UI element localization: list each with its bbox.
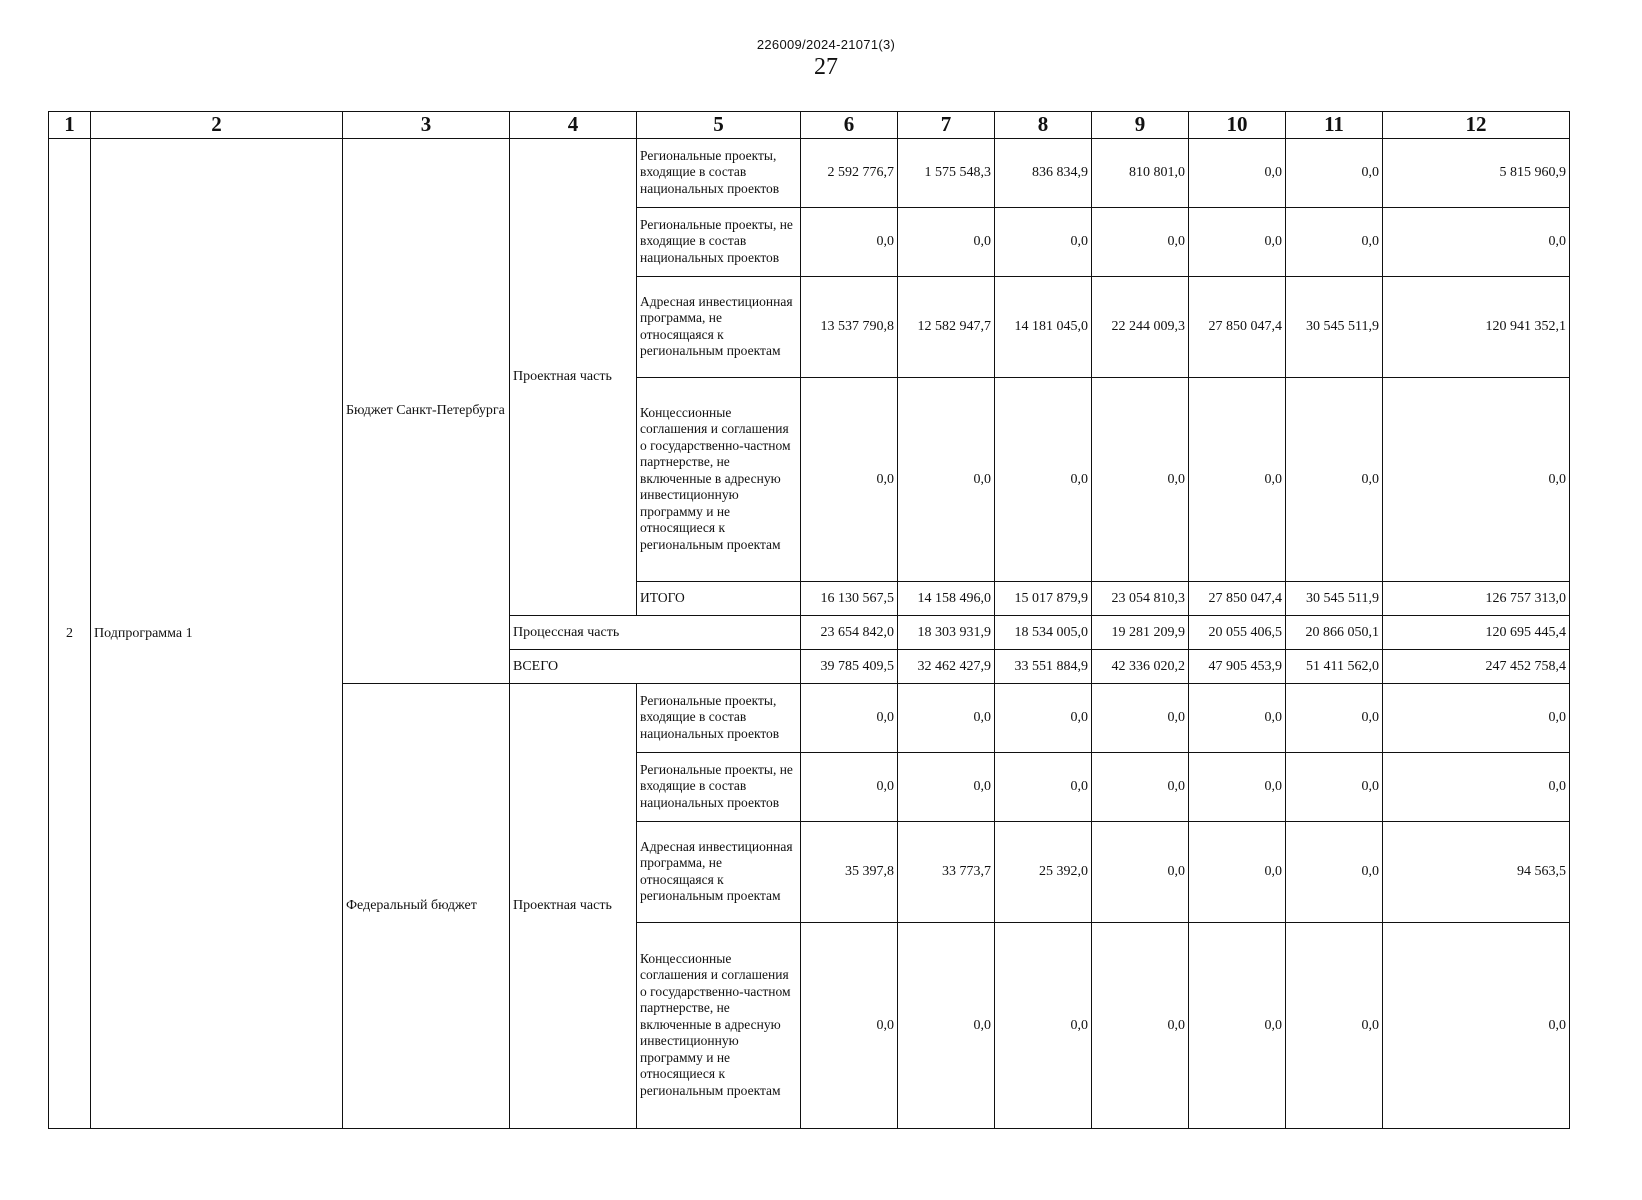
- value-cell: 0,0: [1189, 922, 1286, 1128]
- column-header: 1: [49, 112, 91, 139]
- document-number: 226009/2024-21071(3): [756, 37, 896, 52]
- value-cell: 0,0: [1189, 752, 1286, 821]
- value-cell: 47 905 453,9: [1189, 649, 1286, 683]
- page-number: 27: [814, 54, 838, 80]
- value-cell: 2 592 776,7: [801, 138, 898, 207]
- value-cell: 25 392,0: [995, 821, 1092, 922]
- column-header: 7: [898, 112, 995, 139]
- value-cell: 19 281 209,9: [1092, 615, 1189, 649]
- value-cell: 30 545 511,9: [1286, 581, 1383, 615]
- row-label: Региональные проекты, входящие в состав национальных проектов: [637, 683, 801, 752]
- value-cell: 0,0: [801, 207, 898, 276]
- row-label: Региональные проекты, входящие в состав национальных проектов: [637, 138, 801, 207]
- row-label: Адресная инвестиционная программа, не относящаяся к региональным проектам: [637, 821, 801, 922]
- value-cell: 35 397,8: [801, 821, 898, 922]
- value-cell: 5 815 960,9: [1383, 138, 1570, 207]
- funding-source: Бюджет Санкт-Петербурга: [343, 138, 510, 683]
- value-cell: 22 244 009,3: [1092, 276, 1189, 377]
- value-cell: 12 582 947,7: [898, 276, 995, 377]
- value-cell: 0,0: [995, 683, 1092, 752]
- budget-table: [48, 111, 1570, 1129]
- value-cell: 810 801,0: [1092, 138, 1189, 207]
- value-cell: 120 695 445,4: [1383, 615, 1570, 649]
- value-cell: 94 563,5: [1383, 821, 1570, 922]
- funding-source: Федеральный бюджет: [343, 683, 510, 1128]
- value-cell: 27 850 047,4: [1189, 276, 1286, 377]
- value-cell: 0,0: [1286, 207, 1383, 276]
- value-cell: 0,0: [1189, 683, 1286, 752]
- row-label: Концессионные соглашения и соглашения о государственно-частном партнерстве, не включенные в адресную инвестиционную программу и не относящиеся к региональным проектам: [637, 377, 801, 581]
- value-cell: 0,0: [1286, 138, 1383, 207]
- row-label: Концессионные соглашения и соглашения о государственно-частном партнерстве, не включенные в адресную инвестиционную программу и не относящиеся к региональным проектам: [637, 922, 801, 1128]
- value-cell: 0,0: [1383, 752, 1570, 821]
- value-cell: 18 534 005,0: [995, 615, 1092, 649]
- value-cell: 0,0: [898, 683, 995, 752]
- value-cell: 15 017 879,9: [995, 581, 1092, 615]
- column-header: 8: [995, 112, 1092, 139]
- value-cell: 0,0: [801, 377, 898, 581]
- value-cell: 120 941 352,1: [1383, 276, 1570, 377]
- value-cell: 39 785 409,5: [801, 649, 898, 683]
- budget-part: Проектная часть: [510, 138, 637, 615]
- value-cell: 0,0: [801, 683, 898, 752]
- value-cell: 20 055 406,5: [1189, 615, 1286, 649]
- column-header: 4: [510, 112, 637, 139]
- value-cell: 14 181 045,0: [995, 276, 1092, 377]
- row-label: Адресная инвестиционная программа, не относящаяся к региональным проектам: [637, 276, 801, 377]
- value-cell: 126 757 313,0: [1383, 581, 1570, 615]
- program-name: Подпрограмма 1: [91, 138, 343, 1128]
- value-cell: 0,0: [1092, 377, 1189, 581]
- column-header: 11: [1286, 112, 1383, 139]
- value-cell: 16 130 567,5: [801, 581, 898, 615]
- value-cell: 32 462 427,9: [898, 649, 995, 683]
- value-cell: 0,0: [995, 377, 1092, 581]
- row-label: Региональные проекты, не входящие в состав национальных проектов: [637, 752, 801, 821]
- value-cell: 0,0: [1286, 922, 1383, 1128]
- value-cell: 0,0: [1383, 377, 1570, 581]
- value-cell: 0,0: [1286, 683, 1383, 752]
- value-cell: 0,0: [898, 377, 995, 581]
- value-cell: 0,0: [1286, 821, 1383, 922]
- value-cell: 0,0: [898, 207, 995, 276]
- value-cell: 0,0: [1092, 922, 1189, 1128]
- value-cell: 0,0: [898, 922, 995, 1128]
- row-label: Процессная часть: [510, 615, 801, 649]
- value-cell: 0,0: [1286, 377, 1383, 581]
- value-cell: 0,0: [995, 207, 1092, 276]
- column-header-row: [49, 112, 1570, 139]
- value-cell: 0,0: [1092, 752, 1189, 821]
- table-row: [49, 138, 1570, 207]
- value-cell: 1 575 548,3: [898, 138, 995, 207]
- value-cell: 18 303 931,9: [898, 615, 995, 649]
- value-cell: 247 452 758,4: [1383, 649, 1570, 683]
- value-cell: 51 411 562,0: [1286, 649, 1383, 683]
- row-label: Региональные проекты, не входящие в состав национальных проектов: [637, 207, 801, 276]
- column-header: 3: [343, 112, 510, 139]
- column-header: 12: [1383, 112, 1570, 139]
- value-cell: 0,0: [1189, 138, 1286, 207]
- value-cell: 23 654 842,0: [801, 615, 898, 649]
- value-cell: 836 834,9: [995, 138, 1092, 207]
- value-cell: 13 537 790,8: [801, 276, 898, 377]
- value-cell: 20 866 050,1: [1286, 615, 1383, 649]
- value-cell: 0,0: [1383, 922, 1570, 1128]
- value-cell: 0,0: [1092, 683, 1189, 752]
- row-label: ИТОГО: [637, 581, 801, 615]
- value-cell: 0,0: [801, 922, 898, 1128]
- value-cell: 0,0: [1189, 377, 1286, 581]
- value-cell: 27 850 047,4: [1189, 581, 1286, 615]
- value-cell: 33 773,7: [898, 821, 995, 922]
- row-label: ВСЕГО: [510, 649, 801, 683]
- value-cell: 0,0: [1092, 821, 1189, 922]
- row-number: 2: [49, 138, 91, 1128]
- value-cell: 0,0: [995, 752, 1092, 821]
- value-cell: 30 545 511,9: [1286, 276, 1383, 377]
- value-cell: 23 054 810,3: [1092, 581, 1189, 615]
- page-header: [0, 38, 1642, 79]
- column-header: 2: [91, 112, 343, 139]
- value-cell: 0,0: [1383, 207, 1570, 276]
- value-cell: 0,0: [801, 752, 898, 821]
- budget-part: Проектная часть: [510, 683, 637, 1128]
- value-cell: 0,0: [1189, 821, 1286, 922]
- value-cell: 33 551 884,9: [995, 649, 1092, 683]
- value-cell: 0,0: [1092, 207, 1189, 276]
- column-header: 10: [1189, 112, 1286, 139]
- value-cell: 0,0: [1286, 752, 1383, 821]
- column-header: 9: [1092, 112, 1189, 139]
- value-cell: 14 158 496,0: [898, 581, 995, 615]
- column-header: 6: [801, 112, 898, 139]
- column-header: 5: [637, 112, 801, 139]
- value-cell: 0,0: [1383, 683, 1570, 752]
- value-cell: 42 336 020,2: [1092, 649, 1189, 683]
- value-cell: 0,0: [898, 752, 995, 821]
- value-cell: 0,0: [1189, 207, 1286, 276]
- value-cell: 0,0: [995, 922, 1092, 1128]
